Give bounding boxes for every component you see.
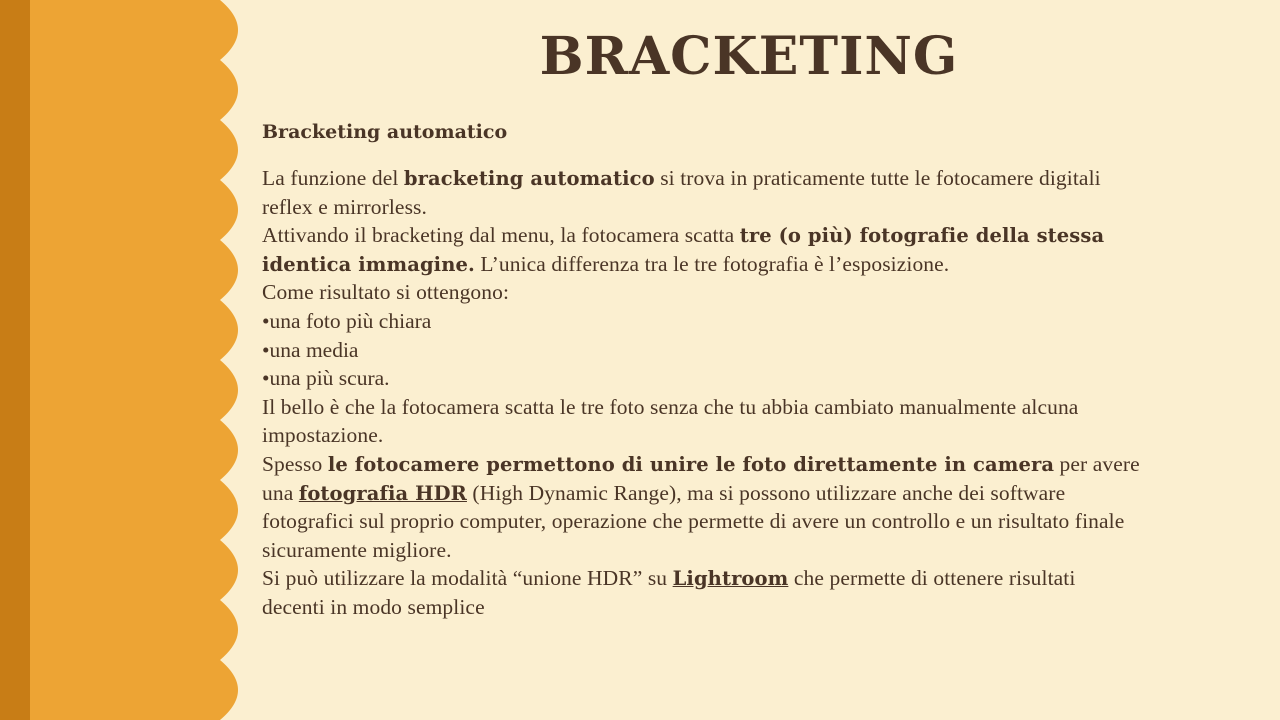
run-bold-underline: fotografia HDR <box>298 481 467 505</box>
run-text: (High Dynamic Range), ma si possono utilizzare anche dei software fotografici sul proprio computer, operazione che permette di avere un controllo e un risultato finale sicuramente migliore. <box>262 480 1125 562</box>
run-bold: le fotocamere permettono di unire le foto direttamente in camera <box>327 453 1055 477</box>
run-text: La funzione del <box>262 166 404 191</box>
run-bold: bracketing automatico <box>403 167 655 191</box>
run-text: Si può utilizzare la modalità “unione HDR” su <box>262 566 673 591</box>
left-accent-bar-light <box>30 0 220 720</box>
paragraph-4 <box>262 393 1142 450</box>
run-text: Come risultato si ottengono: <box>262 280 510 305</box>
run-text: che permette di ottenere risultati decenti in modo semplice <box>262 566 1076 620</box>
run-text: Attivando il bracketing dal menu, la fotocamera scatta <box>262 223 740 248</box>
list-item: •una più scura. <box>262 366 390 391</box>
paragraph-2 <box>262 221 1142 278</box>
run-text: si trova in praticamente tutte le fotocamere digitali reflex e mirrorless. <box>262 166 1101 219</box>
run-bold-underline: Lightroom <box>672 567 789 591</box>
run-bold: tre (o più) fotografie della stessa identica immagine. <box>262 224 1105 276</box>
run-text: Il bello è che la fotocamera scatta le tre foto senza che tu abbia cambiato manualmente alcuna impostazione. <box>262 394 1079 448</box>
list-item: •una media <box>262 337 359 362</box>
paragraph-1 <box>262 164 1142 221</box>
paragraph-5 <box>262 450 1142 564</box>
left-accent-bar-dark <box>0 0 30 720</box>
slide-body <box>262 118 1142 622</box>
run-text: L’unica differenza tra le tre fotografia è l’esposizione. <box>474 251 950 276</box>
run-text: Spesso <box>262 452 328 477</box>
run-text: per avere una <box>262 452 1140 505</box>
paragraph-3 <box>262 278 1142 307</box>
page-title: BRACKETING <box>539 26 959 87</box>
scalloped-edge-decoration <box>220 0 244 720</box>
body-subheading: Bracketing automatico <box>262 121 508 143</box>
list-item: •una foto più chiara <box>262 309 432 334</box>
paragraph-6 <box>262 564 1142 621</box>
